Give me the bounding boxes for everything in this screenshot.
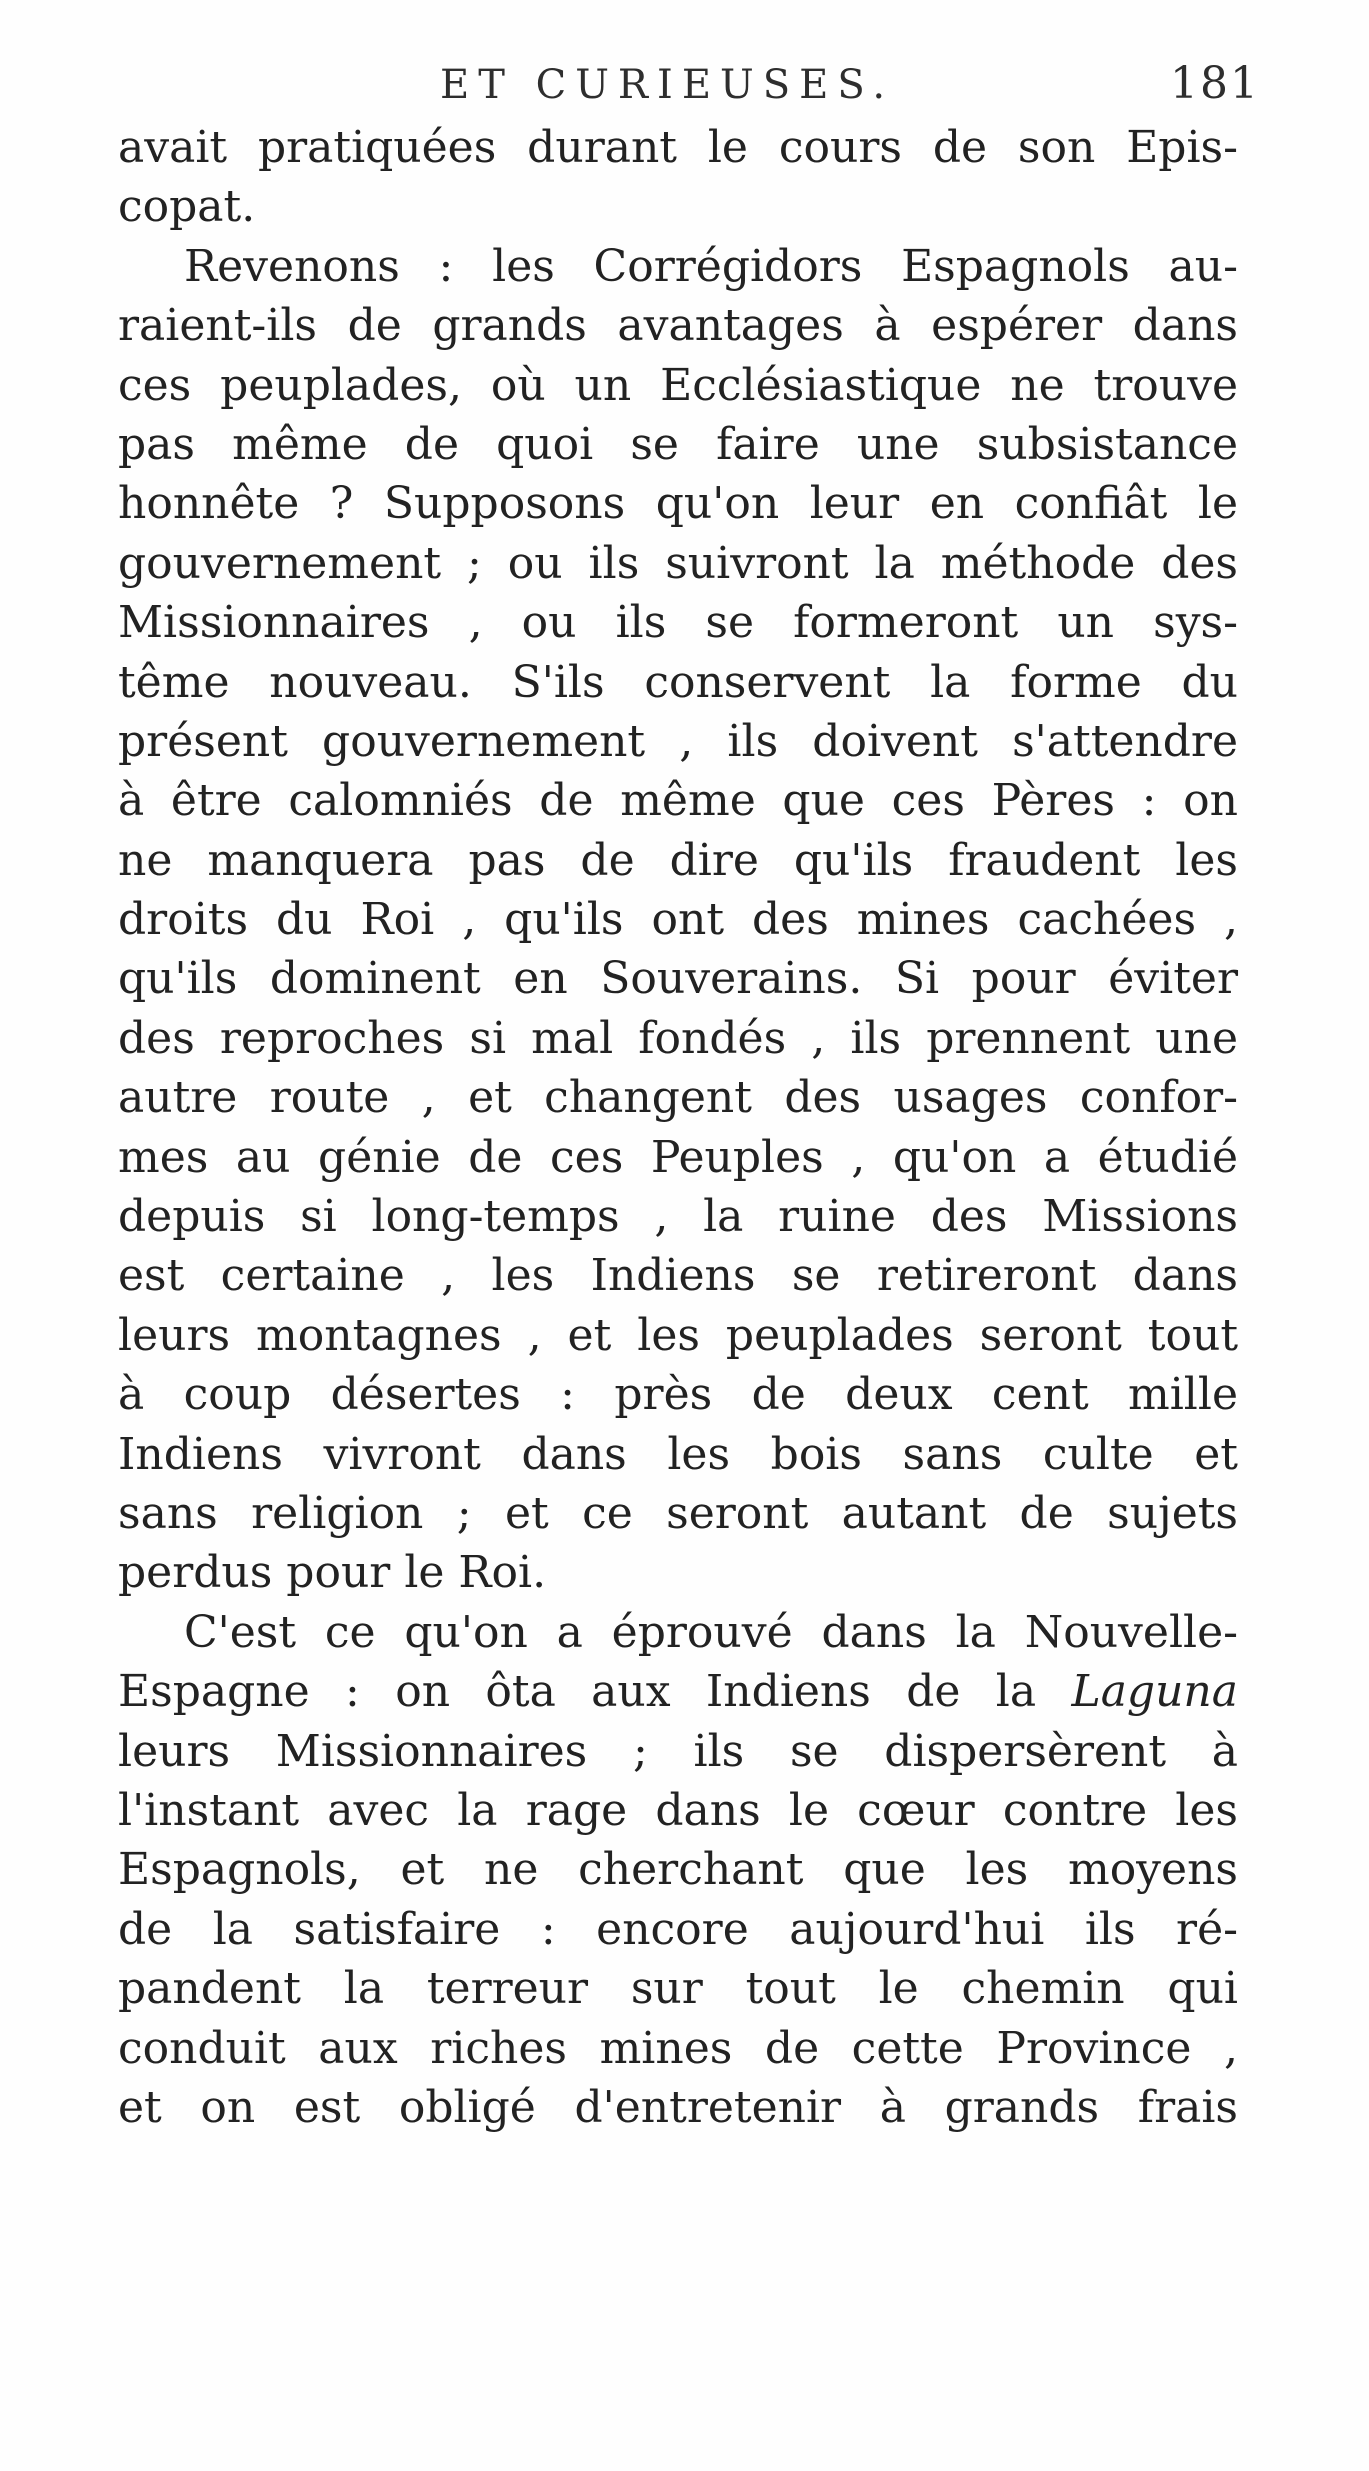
- text-line: honnête ? Supposons qu'on leur en confiât le: [118, 478, 1238, 530]
- text-line: est certaine , les Indiens se retireront dans: [118, 1250, 1238, 1302]
- text-line: leurs Missionnaires ; ils se dispersèrent à: [118, 1725, 1238, 1777]
- italic-place-name: Laguna: [1071, 1666, 1238, 1718]
- text-line: présent gouvernement , ils doivent s'attendre: [118, 715, 1238, 767]
- page-number: 181: [1170, 58, 1260, 109]
- text-line: leurs montagnes , et les peuplades seront tout: [118, 1309, 1238, 1361]
- body-text: [118, 118, 1238, 2137]
- text-line: tême nouveau. S'ils conservent la forme du: [118, 656, 1238, 708]
- text-line-with-italic: [118, 1662, 1238, 1721]
- text-line: pas même de quoi se faire une subsistance: [118, 418, 1238, 470]
- paragraph-first-line: C'est ce qu'on a éprouvé dans la Nouvelle-: [184, 1606, 1238, 1658]
- text-line: Missionnaires , ou ils se formeront un sys-: [118, 597, 1238, 649]
- text-line: perdus pour le Roi.: [118, 1547, 547, 1599]
- text-line: pandent la terreur sur tout le chemin qui: [118, 1963, 1238, 2015]
- text-line: droits du Roi , qu'ils ont des mines cachées ,: [118, 894, 1238, 946]
- text-segment: Espagne : on ôta aux Indiens de la: [118, 1666, 1072, 1718]
- text-line: conduit aux riches mines de cette Province ,: [118, 2022, 1238, 2074]
- text-line: à être calomniés de même que ces Pères : on: [118, 775, 1238, 827]
- text-line: qu'ils dominent en Souverains. Si pour éviter: [118, 953, 1238, 1005]
- text-line: copat.: [118, 181, 256, 233]
- text-line: à coup désertes : près de deux cent mille: [118, 1369, 1238, 1421]
- text-line: avait pratiquées durant le cours de son Epis-: [118, 122, 1238, 173]
- text-line: Espagnols, et ne cherchant que les moyens: [118, 1844, 1238, 1896]
- running-head: ET CURIEUSES.: [440, 62, 895, 108]
- text-line: Indiens vivront dans les bois sans culte et: [118, 1428, 1238, 1480]
- text-line: depuis si long-temps , la ruine des Missions: [118, 1191, 1238, 1243]
- text-line: mes au génie de ces Peuples , qu'on a étudié: [118, 1131, 1238, 1183]
- text-line: de la satisfaire : encore aujourd'hui ils ré-: [118, 1903, 1238, 1955]
- text-line: et on est obligé d'entretenir à grands frais: [118, 2081, 1238, 2133]
- text-line: ces peuplades, où un Ecclésiastique ne trouve: [118, 359, 1238, 411]
- text-line: l'instant avec la rage dans le cœur contre les: [118, 1784, 1238, 1836]
- paragraph-first-line: Revenons : les Corrégidors Espagnols au-: [184, 240, 1238, 292]
- text-line: autre route , et changent des usages confor-: [118, 1072, 1238, 1124]
- text-line: sans religion ; et ce seront autant de sujets: [118, 1487, 1238, 1539]
- text-line: des reproches si mal fondés , ils prennent une: [118, 1012, 1238, 1064]
- text-line: ne manquera pas de dire qu'ils fraudent les: [118, 834, 1238, 886]
- text-line: raient-ils de grands avantages à espérer dans: [118, 300, 1238, 352]
- page-header: [440, 58, 1260, 118]
- text-line: gouvernement ; ou ils suivront la méthode des: [118, 537, 1238, 589]
